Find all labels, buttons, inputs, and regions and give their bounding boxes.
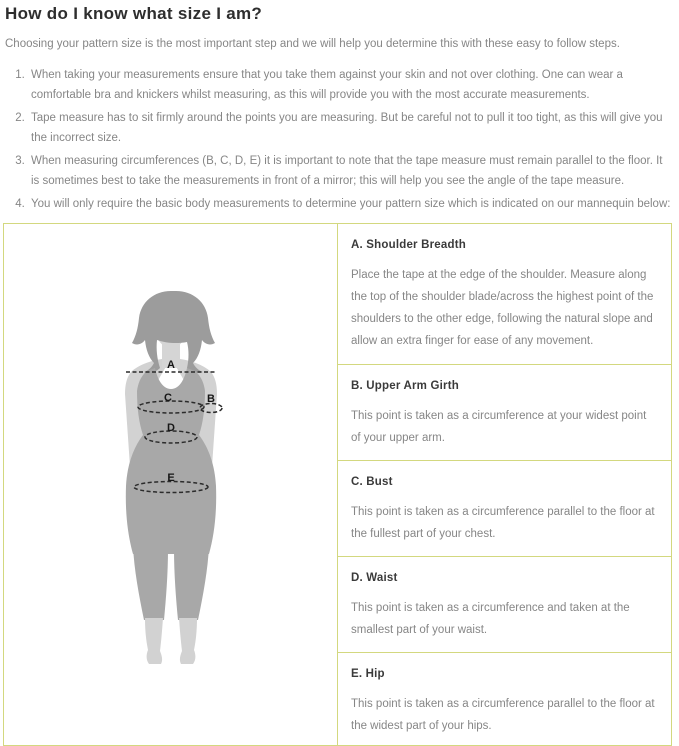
measurement-description: This point is taken as a circumference parallel to the floor at the fullest part of your chest. <box>351 506 655 540</box>
measurement-heading: A. Shoulder Breadth <box>351 239 466 251</box>
label-arm: B <box>206 393 215 405</box>
mannequin-cell <box>4 224 338 745</box>
measurement-heading: C. Bust <box>351 476 393 488</box>
label-bust: C <box>163 392 172 404</box>
label-waist: D <box>166 422 175 434</box>
step-item-4: 4. You will only require the basic body measurements to determine your pattern size which is indicated on our mannequin below: <box>28 194 672 214</box>
figure-right-foot <box>179 618 197 664</box>
step-item-3: 3. When measuring circumferences (B, C, D, E) it is important to note that the tape measure must remain parallel to the floor. It is sometimes best to take the measurements in front of a mirror; this will help you see the angle of the tape measure. <box>28 151 672 191</box>
measurement-row-hip <box>338 652 671 745</box>
measurement-heading: E. Hip <box>351 668 385 680</box>
measurement-description: Place the tape at the edge of the shoulder. Measure along the top of the shoulder blade/across the highest point of the shoulders to the other edge, following the natural slope and allow an extra finger for ease of any movement. <box>351 269 654 347</box>
steps-list <box>5 65 672 214</box>
step-item-1: 1. When taking your measurements ensure that you take them against your skin and not over clothing. One can wear a comfortable bra and knickers whilst measuring, as this will provide you with the most accurate measurements. <box>28 65 672 105</box>
measurement-description: This point is taken as a circumference and taken at the smallest part of your waist. <box>351 602 630 636</box>
page-title: How do I know what size I am? <box>5 4 263 23</box>
mannequin-figure <box>5 224 337 745</box>
label-shoulder: A <box>166 359 175 371</box>
measurement-panel <box>3 223 672 746</box>
measurement-row-shoulder <box>338 224 671 364</box>
measurement-row-waist <box>338 556 671 652</box>
measurement-heading: D. Waist <box>351 572 398 584</box>
label-hip: E <box>166 472 175 484</box>
measurement-description: This point is taken as a circumference at your widest point of your upper arm. <box>351 410 647 444</box>
figure-left-foot <box>145 618 163 664</box>
measurement-row-arm <box>338 364 671 460</box>
measurement-description: This point is taken as a circumference parallel to the floor at the widest part of your hips. <box>351 698 655 732</box>
measurement-row-bust <box>338 460 671 556</box>
figure-left-leg <box>133 546 168 620</box>
measurement-heading: B. Upper Arm Girth <box>351 380 459 392</box>
intro-paragraph: Choosing your pattern size is the most important step and we will help you determine this with these easy to follow steps. <box>5 38 620 50</box>
step-item-2: 2. Tape measure has to sit firmly around the points you are measuring. But be careful not to pull it too tight, as this will give you the incorrect size. <box>28 108 672 148</box>
measurement-descriptions <box>338 224 671 745</box>
figure-right-leg <box>174 546 209 620</box>
